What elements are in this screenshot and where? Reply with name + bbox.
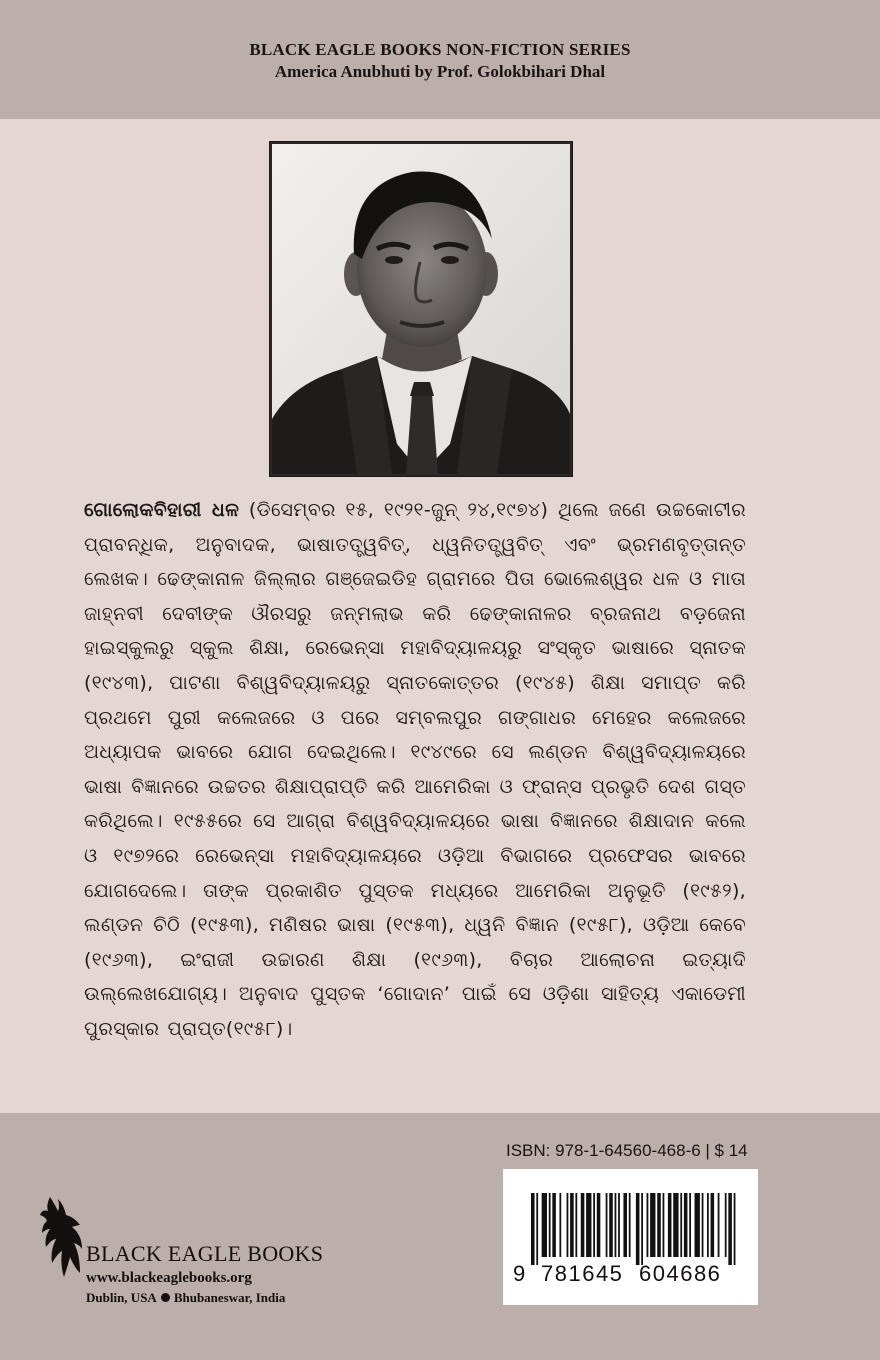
barcode-bar — [542, 1193, 547, 1257]
barcode-bar — [606, 1193, 608, 1257]
barcode-bar — [684, 1193, 688, 1257]
barcode-bar — [531, 1193, 535, 1265]
barcode-bar — [663, 1193, 665, 1257]
barcode-bar — [570, 1193, 574, 1257]
publisher-website[interactable]: www.blackeaglebooks.org — [86, 1270, 252, 1286]
location-left: Dublin, USA — [86, 1290, 157, 1305]
publisher-locations — [86, 1290, 285, 1306]
barcode-bar — [536, 1193, 538, 1265]
biography-text: (ଡିସେମ୍ବର ୧୫, ୧୯୨୧-ଜୁନ୍ ୨୪,୧୯୭୪) ଥିଲେ ଜଣେ ଉଚ୍ଚକୋଟୀର ପ୍ରାବନ୍ଧିକ, ଅନୁବାଦକ, ଭାଷାତତ୍ତ୍ୱବିତ୍‌, ଧ୍ୱନିତତ୍ତ୍ୱବିତ୍‌ ଏବଂ ଭ୍ରମଣବୃତ୍ତାନ୍ତ ଲେଖକ। ଢେଙ୍କାନାଳ ଜିଲ୍ଲାର ଗଞ୍ଜେଇଡିହ ଗ୍ରାମରେ ପିତା ଭୋଲେଶ୍ୱର ଧଳ ଓ ମାତା ଜାହ୍ନବୀ ଦେବୀଙ୍କ ଔରସରୁ ଜନ୍ମଲାଭ କରି ଢେଙ୍କାନାଳର ବ୍ରଜନାଥ ବଡ଼ଜେନା ହାଇସ୍କୁଲରୁ ସ୍କୁଲ ଶିକ୍ଷା, ରେଭେନ୍ସା ମହାବିଦ୍ୟାଳୟରୁ ସଂସ୍କୃତ ଭାଷାରେ ସ୍ନାତକ (୧୯୪୩), ପାଟଣା ବିଶ୍ୱବିଦ୍ୟାଳୟରୁ ସ୍ନାତକୋତ୍ତର (୧୯୪୫) ଶିକ୍ଷା ସମାପ୍ତ କରି ପ୍ରଥମେ ପୁରୀ କଲେଜରେ ଓ ପରେ ସମ୍ବଲପୁର ଗଙ୍ଗାଧର ମେହେର କଲେଜରେ ଅଧ୍ୟାପକ ଭାବରେ ଯୋଗ ଦେଇଥିଲେ। ୧୯୪୯ରେ ସେ ଲଣ୍ଡନ ବିଶ୍ୱବିଦ୍ୟାଳୟରେ ଭାଷା ବିଜ୍ଞାନରେ ଉଚ୍ଚତର ଶିକ୍ଷାପ୍ରାପ୍ତି କରି ଆମେରିକା ଓ ଫ୍ରାନ୍ସ ପ୍ରଭୃତି ଦେଶ ଗସ୍ତ କରିଥିଲେ। ୧୯୫୫ରେ ସେ ଆଗ୍ରା ବିଶ୍ୱବିଦ୍ୟାଳୟରେ ଭାଷା ବିଜ୍ଞାନରେ ଶିକ୍ଷାଦାନ କଲେ ଓ ୧୯୭୨ରେ ରେଭେନ୍ସା ମହାବିଦ୍ୟାଳୟରେ ଓଡ଼ିଆ ବିଭାଗରେ ପ୍ରଫେସର ଭାବରେ ଯୋଗଦେଲେ। ତାଙ୍କ ପ୍ରକାଶିତ ପୁସ୍ତକ ମଧ୍ୟରେ ଆମେରିକା ଅନୁଭୂତି (୧୯୫୨), ଲଣ୍ଡନ ଚିଠି (୧୯୫୩), ମଣିଷର ଭାଷା (୧୯୫୩), ଧ୍ୱନି ବିଜ୍ଞାନ (୧୯୫୮), ଓଡ଼ିଆ କେବେ (୧୯୬୩), ଇଂରାଜୀ ଉଚ୍ଚାରଣ ଶିକ୍ଷା (୧୯୬୩), ବିଚାର ଆଲୋଚନା ଇତ୍ୟାଦି ଉଲ୍ଲେଖଯୋଗ୍ୟ। ଅନୁବାଦ ପୁସ୍ତକ ‘ଗୋଦାନ’ ପାଇଁ ସେ ଓଡ଼ିଶା ସାହିତ୍ୟ ଏକାଡେମୀ ପୁରସ୍କାର ପ୍ରାପ୍ତ(୧୯୫୮)। — [84, 499, 746, 1040]
barcode-bar — [695, 1193, 700, 1257]
barcode-bar — [623, 1193, 627, 1257]
barcode-bar — [549, 1193, 551, 1257]
barcode-bar — [702, 1193, 704, 1257]
publisher-name: BLACK EAGLE BOOKS — [86, 1241, 324, 1266]
barcode-bar — [615, 1193, 617, 1257]
barcode-bar — [647, 1193, 649, 1257]
bullet-dot — [161, 1293, 170, 1302]
barcode-digit-group-1: 781645 — [541, 1261, 624, 1286]
barcode-bar — [575, 1193, 577, 1257]
barcode-bar — [725, 1193, 727, 1257]
location-right: Bhubaneswar, India — [173, 1290, 286, 1305]
barcode-bar — [618, 1193, 620, 1257]
author-biography — [84, 493, 746, 1047]
barcode-bar — [581, 1193, 585, 1257]
barcode-bar — [711, 1193, 715, 1257]
barcode-bar — [657, 1193, 661, 1257]
author-name: ଗୋଲୋକବିହାରୀ ଧଳ — [84, 499, 240, 521]
barcode — [503, 1169, 758, 1305]
barcode-digit-group-2: 604686 — [639, 1261, 722, 1286]
barcode-bar — [586, 1193, 591, 1257]
barcode-bar — [673, 1193, 678, 1257]
barcode-bar — [734, 1193, 736, 1265]
barcode-digit-first: 9 — [513, 1261, 527, 1286]
isbn-price: ISBN: 978-1-64560-468-6 | $ 14 — [506, 1141, 748, 1160]
barcode-bar — [609, 1193, 613, 1257]
barcode-bar — [707, 1193, 709, 1257]
barcode-bar — [689, 1193, 691, 1257]
barcode-bar — [629, 1193, 631, 1257]
book-subtitle: America Anubhuti by Prof. Golokbihari Dhal — [274, 62, 606, 81]
barcode-bar — [567, 1193, 569, 1257]
eagle-icon — [36, 1195, 82, 1285]
series-title: BLACK EAGLE BOOKS NON-FICTION SERIES — [249, 40, 631, 59]
author-photo — [272, 144, 570, 474]
barcode-bar — [597, 1193, 601, 1257]
barcode-bar — [718, 1193, 720, 1257]
barcode-bar — [552, 1193, 556, 1257]
barcode-bar — [559, 1193, 561, 1257]
barcode-bar — [728, 1193, 732, 1265]
barcode-bar — [636, 1193, 640, 1265]
barcode-bar — [641, 1193, 643, 1265]
barcode-bars — [531, 1193, 739, 1265]
barcode-bar — [593, 1193, 595, 1257]
barcode-bar — [680, 1193, 682, 1257]
barcode-bar — [650, 1193, 655, 1257]
author-photo-frame — [269, 141, 573, 477]
barcode-bar — [668, 1193, 672, 1257]
header-band — [0, 0, 880, 119]
